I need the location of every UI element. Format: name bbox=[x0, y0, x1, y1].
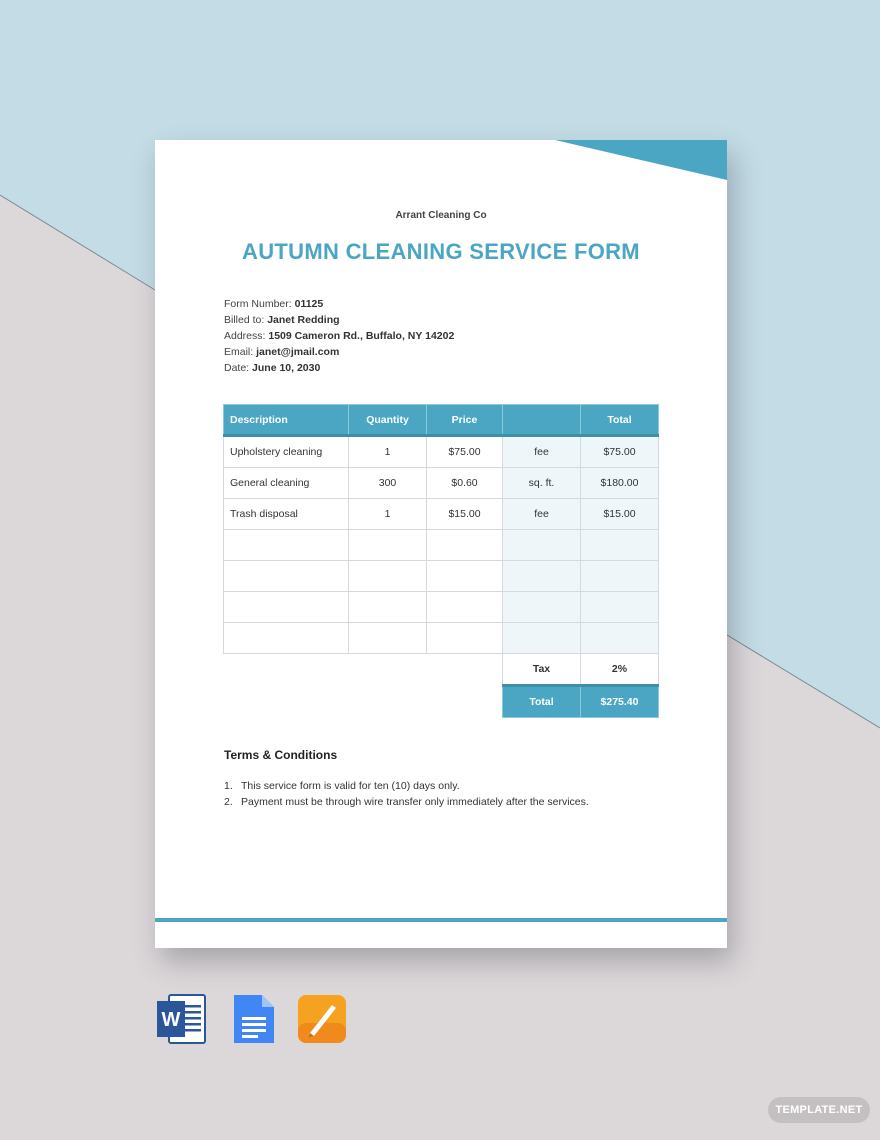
cell-quantity: 1 bbox=[349, 436, 427, 468]
table-row bbox=[224, 623, 659, 654]
table-row bbox=[224, 468, 659, 499]
billed-row bbox=[224, 312, 454, 328]
cell-price bbox=[427, 592, 503, 623]
cell-total bbox=[581, 623, 659, 654]
pages-icon[interactable] bbox=[296, 993, 348, 1045]
email-value: janet@jmail.com bbox=[256, 346, 340, 358]
tax-row bbox=[224, 654, 659, 686]
cell-unit bbox=[503, 623, 581, 654]
table-row bbox=[224, 561, 659, 592]
word-icon[interactable] bbox=[155, 993, 207, 1045]
cell-description: Upholstery cleaning bbox=[224, 436, 349, 468]
terms-item-text: This service form is valid for ten (10) days only. bbox=[241, 780, 460, 792]
cell-description: Trash disposal bbox=[224, 499, 349, 530]
date-value: June 10, 2030 bbox=[252, 362, 321, 374]
header-price: Price bbox=[427, 405, 503, 436]
cell-total: $180.00 bbox=[581, 468, 659, 499]
cell-description bbox=[224, 530, 349, 561]
tax-label: Tax bbox=[503, 654, 581, 686]
terms-list bbox=[224, 778, 589, 810]
corner-accent bbox=[555, 140, 727, 182]
cell-total bbox=[581, 592, 659, 623]
cell-description: General cleaning bbox=[224, 468, 349, 499]
date-label: Date: bbox=[224, 362, 250, 374]
cell-unit bbox=[503, 561, 581, 592]
google-docs-icon[interactable] bbox=[228, 993, 280, 1045]
form-number-value: 01125 bbox=[294, 298, 324, 310]
cell-unit: fee bbox=[503, 436, 581, 468]
cell-unit: sq. ft. bbox=[503, 468, 581, 499]
tax-spacer bbox=[224, 654, 503, 686]
form-number-row bbox=[224, 296, 454, 312]
header-unit bbox=[503, 405, 581, 436]
table-row bbox=[224, 530, 659, 561]
cell-price: $75.00 bbox=[427, 436, 503, 468]
cell-total: $75.00 bbox=[581, 436, 659, 468]
address-value: 1509 Cameron Rd., Buffalo, NY 14202 bbox=[268, 330, 455, 342]
header-quantity: Quantity bbox=[349, 405, 427, 436]
header-total: Total bbox=[581, 405, 659, 436]
word-icon-letter: W bbox=[161, 1009, 181, 1031]
cell-quantity bbox=[349, 592, 427, 623]
cell-description bbox=[224, 561, 349, 592]
cell-quantity: 1 bbox=[349, 499, 427, 530]
total-row bbox=[224, 686, 659, 718]
cell-total bbox=[581, 530, 659, 561]
items-table bbox=[223, 404, 659, 718]
table-row bbox=[224, 499, 659, 530]
document-page bbox=[155, 140, 727, 948]
table-row bbox=[224, 592, 659, 623]
cell-total bbox=[581, 561, 659, 592]
email-label: Email: bbox=[224, 346, 254, 358]
terms-item-number: 2. bbox=[224, 796, 233, 808]
table-row bbox=[224, 436, 659, 468]
date-row bbox=[224, 360, 454, 376]
cell-description bbox=[224, 592, 349, 623]
client-info bbox=[224, 296, 454, 376]
total-value: $275.40 bbox=[581, 686, 659, 718]
company-name: Arrant Cleaning Co bbox=[395, 210, 487, 221]
form-title: AUTUMN CLEANING SERVICE FORM bbox=[242, 239, 640, 264]
terms-heading: Terms & Conditions bbox=[224, 748, 338, 762]
address-label: Address: bbox=[224, 330, 266, 342]
email-row bbox=[224, 344, 454, 360]
terms-item-number: 1. bbox=[224, 780, 233, 792]
cell-quantity bbox=[349, 561, 427, 592]
billed-value: Janet Redding bbox=[267, 314, 340, 326]
footer-accent-bar bbox=[155, 918, 727, 922]
table-header-row bbox=[224, 405, 659, 436]
cell-quantity: 300 bbox=[349, 468, 427, 499]
cell-unit bbox=[503, 592, 581, 623]
header-description: Description bbox=[224, 405, 349, 436]
cell-total: $15.00 bbox=[581, 499, 659, 530]
template-net-badge[interactable]: TEMPLATE.NET bbox=[768, 1097, 870, 1123]
cell-price bbox=[427, 530, 503, 561]
cell-unit: fee bbox=[503, 499, 581, 530]
cell-price bbox=[427, 561, 503, 592]
total-label: Total bbox=[503, 686, 581, 718]
terms-item-text: Payment must be through wire transfer only immediately after the services. bbox=[241, 796, 589, 808]
cell-unit bbox=[503, 530, 581, 561]
cell-price: $0.60 bbox=[427, 468, 503, 499]
tax-value: 2% bbox=[581, 654, 659, 686]
cell-description bbox=[224, 623, 349, 654]
terms-item bbox=[224, 778, 589, 794]
address-row bbox=[224, 328, 454, 344]
cell-price bbox=[427, 623, 503, 654]
billed-label: Billed to: bbox=[224, 314, 265, 326]
form-number-label: Form Number: bbox=[224, 298, 292, 310]
cell-quantity bbox=[349, 623, 427, 654]
terms-item bbox=[224, 794, 589, 810]
table-body bbox=[224, 436, 659, 654]
cell-quantity bbox=[349, 530, 427, 561]
total-spacer bbox=[224, 686, 503, 718]
cell-price: $15.00 bbox=[427, 499, 503, 530]
